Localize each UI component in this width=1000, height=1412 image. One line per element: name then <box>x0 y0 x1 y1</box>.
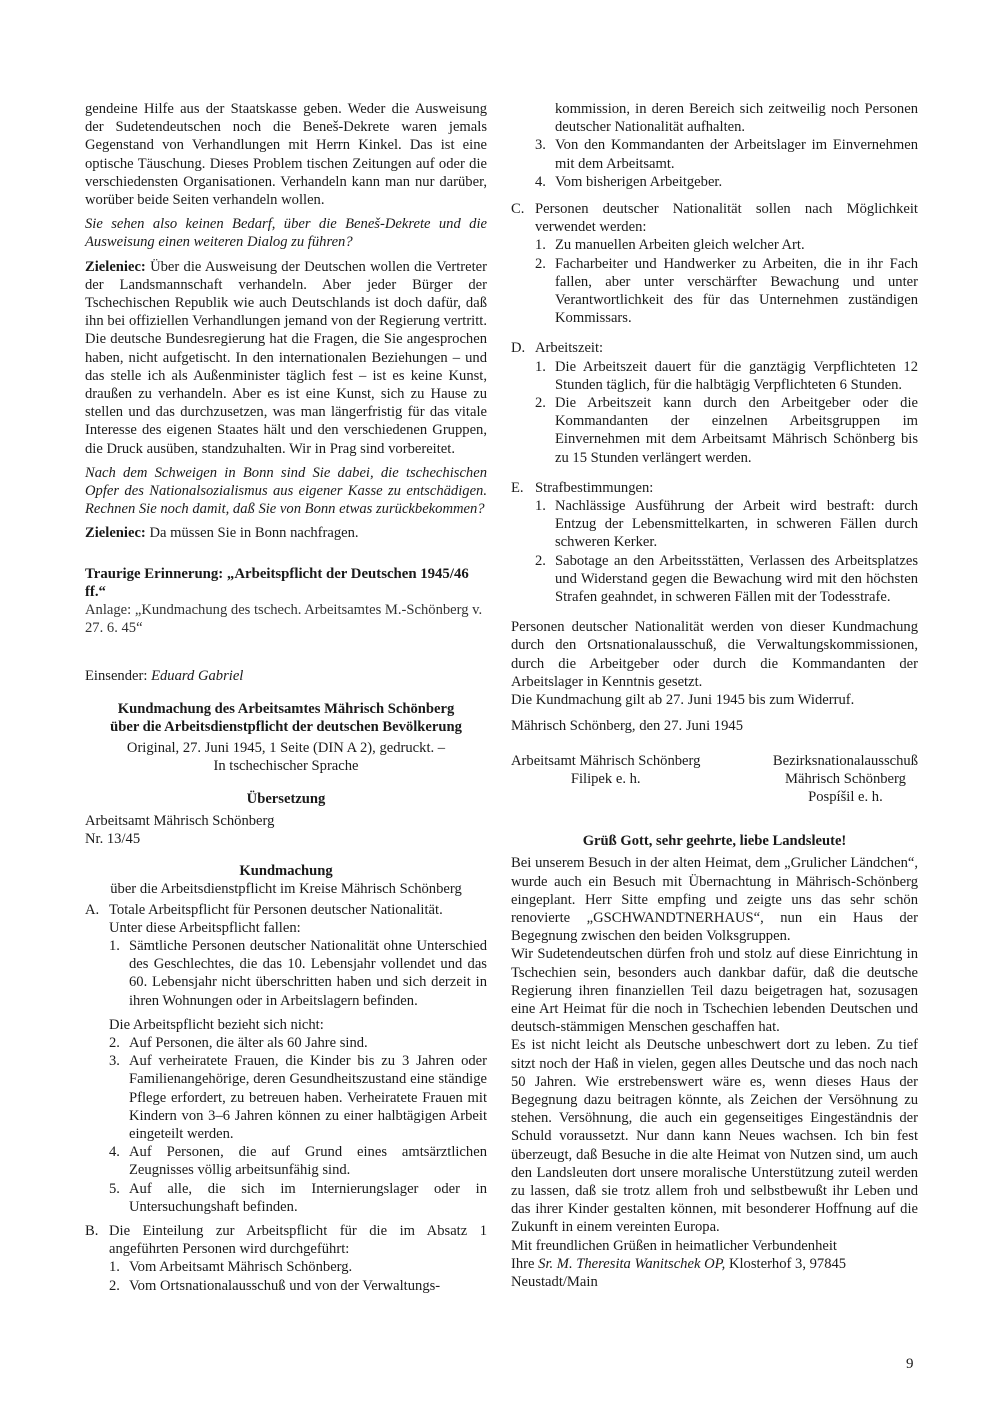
list-item: 1. Vom Arbeitsamt Mährisch Schönberg. <box>109 1259 353 1276</box>
notification-paragraph: Personen deutscher Nationalität werden von dieser Kundmachung durch den Ortsnationalausschuß, die Verwaltungskommissionen, durch die Arbeitgeber oder durch die Kommandanten der Arbeitslager in Kenntnis gesetzt. <box>511 619 918 690</box>
section-d <box>511 339 918 357</box>
section-b-continuation: kommission, in deren Bereich sich zeitweilig noch Personen deutscher Nationalität aufhalten. <box>555 101 918 136</box>
section-text: Die Einteilung zur Arbeitspflicht für die im Absatz 1 angeführten Personen wird durchgeführt: <box>109 1222 487 1258</box>
validity-paragraph: Die Kundmachung gilt ab 27. Juni 1945 bis zum Widerruf. <box>511 692 855 709</box>
signature-right: Bezirksnationalausschuß Mährisch Schönberg Pospíšil e. h. <box>772 752 918 805</box>
list-item: 2. Vom Ortsnationalausschuß und von der Verwaltungs- <box>109 1277 441 1294</box>
section-label: A. <box>85 901 100 918</box>
list-item: 3. Von den Kommandanten der Arbeitslager im Einvernehmen mit dem Arbeitsamt. <box>535 137 918 172</box>
section-label: B. <box>85 1222 99 1239</box>
document-title-line-2: über die Arbeitsdienstpflicht der deutschen Bevölkerung <box>110 718 462 735</box>
section-text: Arbeitszeit: <box>535 340 604 357</box>
answer-text: Über die Ausweisung der Deutschen wollen die Vertreter der Landsmannschaft verhandeln. Aber jeder Bürger der Tschechischen Republik wie auch Deutschlands ist doch dafür, daß ihn bei offiziellen Verhandlungen jemand von der Regierung vertritt. Die deutsche Bundesregierung hat die Fragen, die Sie angesprochen haben, nicht aufgetischt. In den internationalen Beziehungen – und das stelle ich als Außenminister täglich fest – ist es keine Kunst, draußen zu verhandeln. Aber es ist eine Kunst, sich zu Hause zu stellen und das durchzusetzen, was man längerfristig für das vitale Interesse des eigenen Staates hält und den verschiedenen Gruppen, die Druck ausüben, standzuhalten. Wir in Prag sind vorbereitet. <box>85 258 487 457</box>
place-date: Mährisch Schönberg, den 27. Juni 1945 <box>511 718 743 735</box>
speaker-label: Zieleniec: <box>85 525 146 542</box>
section-text: Totale Arbeitspflicht für Personen deutscher Nationalität. <box>109 901 443 918</box>
kundmachung-subtitle: über die Arbeitsdienstpflicht im Kreise Mährisch Schönberg <box>110 881 462 898</box>
section-c <box>511 200 918 236</box>
list-item: 1. Sämtliche Personen deutscher Nationalität ohne Unterschied des Geschlechtes, die das 10. Lebensjahr vollendet und das 60. Lebensjahr nicht überschritten haben und sich derzeit in ihren Wohnungen oder in Arbeitslagern befinden. <box>109 937 487 1009</box>
list-item: 4. Auf Personen, die auf Grund eines amtsärztlichen Zeugnisses völlig arbeitsunfähig sind. <box>109 1144 487 1179</box>
list-item: 3. Auf verheiratete Frauen, die Kinder bis zu 3 Jahren oder Familienangehörige, deren Gesundheitszustand eine ständige Pflege erfordert, zu betreuen haben. Verheiratete Frauen mit Kindern von 3–6 Jahren können zu einer halbtägigen Arbeit eingeteilt werden. <box>109 1053 487 1142</box>
section-heading: Traurige Erinnerung: „Arbeitspflicht der Deutschen 1945/46 ff.“ <box>85 565 469 600</box>
original-note-line-2: In tschechischer Sprache <box>213 758 359 775</box>
list-item: 2. Sabotage an den Arbeitsstätten, Verlassen des Arbeitsplatzes und Widerstand gegen die Bewachung wird mit den höchsten Strafen geahndet, in schweren Fällen mit der Todesstrafe. <box>535 552 918 606</box>
office-number: Nr. 13/45 <box>85 830 141 847</box>
page-number: 9 <box>906 1356 914 1372</box>
interview-answer-1 <box>85 258 487 458</box>
list-item: 4. Vom bisherigen Arbeitgeber. <box>535 173 723 190</box>
section-label: E. <box>511 479 524 496</box>
section-a-intro: Unter diese Arbeitspflicht fallen: <box>109 919 301 936</box>
letter-paragraph: Wir Sudetendeutschen dürfen froh und stolz auf diese Einrichtung in Tschechien sein, besonders auch dankbar dafür, daß die deutsche Regierung ihren finanziellen Teil dazu beigetragen hat, sozusagen eine Art Heimat für die noch in Tschechien lebenden Deutschen und deutsch-stämmigen Menschen geschaffen hat. <box>511 946 918 1036</box>
list-item: 2. Auf Personen, die älter als 60 Jahre sind. <box>109 1034 368 1051</box>
section-text: Personen deutscher Nationalität sollen nach Möglichkeit verwendet werden: <box>535 201 918 236</box>
letter-paragraph: Es ist nicht leicht als Deutsche unbeschwert dort zu leben. Zu tief sitzt noch der Haß in vielen, gegen alles Deutsche und das noch nach 50 Jahren. Wie erstrebenswert wäre es, wenn dieses Haus der Begegnung dazu beitragen könnte, als Zeichen der Versöhnung zu stehen. Versöhnung, die auch ein gegenseitiges Eingeständnis der Schuld voraussetzt. Nur dann kann Neues wachsen. Ich bin fest überzeugt, daß Besuche in die alte Heimat von Nutzen sind, um auch den Landsleuten dort unsere moralische Unterstützung zuteil werden zu lassen, daß sie trotz allem froh und selbstbewußt ihr Leben und das ihrer Kinder gestalten können, mit besonderer Hoffnung auf die Zukunft in einem vereinten Europa. <box>511 1037 918 1236</box>
signer-name: Sr. M. Theresita Wanitschek OP, <box>538 1255 726 1272</box>
kundmachung-title: Kundmachung <box>239 863 333 880</box>
signatures <box>511 752 918 807</box>
section-a-exceptions: Die Arbeitspflicht bezieht sich nicht: <box>109 1016 324 1033</box>
interview-question-1: Sie sehen also keinen Bedarf, über die Beneš-Dekrete und die Ausweisung einen weiteren Dialog zu führen? <box>85 216 487 251</box>
list-item: 2. Die Arbeitszeit kann durch den Arbeitgeber oder die Kommandanten der einzelnen Arbeitsgruppen im Einvernehmen mit dem Arbeitsamt Mährisch Schönberg bis zu 15 Stunden verlängert werden. <box>535 395 918 466</box>
letter-signature: Ihre Sr. M. Theresita Wanitschek OP, Klosterhof 3, 97845 Neustadt/Main <box>511 1255 847 1290</box>
letter-closing: Mit freundlichen Grüßen in heimatlicher Verbundenheit <box>511 1237 837 1254</box>
einsender-name: Eduard Gabriel <box>151 668 244 685</box>
office-name: Arbeitsamt Mährisch Schönberg <box>85 812 275 829</box>
section-b <box>85 1222 487 1258</box>
list-item: 2. Facharbeiter und Handwerker zu Arbeiten, die in ihr Fach fallen, aber unter verschärfter Bewachung und unter Verantwortlichkeit des für das Unternehmen zuständigen Kommissars. <box>535 255 918 327</box>
translation-heading: Übersetzung <box>246 790 326 807</box>
section-e <box>511 479 918 497</box>
anlage-note: Anlage: „Kundmachung des tschech. Arbeitsamtes M.-Schönberg v. 27. 6. 45“ <box>85 602 483 637</box>
document-title-line-1: Kundmachung des Arbeitsamtes Mährisch Schönberg <box>117 700 455 717</box>
answer-text: Da müssen Sie in Bonn nachfragen. <box>145 525 359 542</box>
list-item: 1. Zu manuellen Arbeiten gleich welcher Art. <box>535 237 805 254</box>
letter-heading: Grüß Gott, sehr geehrte, liebe Landsleute! <box>582 833 847 850</box>
section-a <box>85 901 487 919</box>
section-label: C. <box>511 201 525 218</box>
right-column <box>511 100 918 1291</box>
interview-answer-2 <box>85 524 487 542</box>
einsender-line <box>85 667 487 685</box>
signer-address: Klosterhof 3, 97845 Neustadt/Main <box>511 1255 847 1290</box>
list-item: 1. Nachlässige Ausführung der Arbeit wird bestraft: durch Entzug der Lebensmittelkarten, in schweren Fällen durch schweren Kerker. <box>535 498 918 551</box>
speaker-label: Zieleniec: <box>85 258 146 275</box>
list-item: 5. Auf alle, die sich im Internierungslager oder in Untersuchungshaft befinden. <box>109 1180 487 1215</box>
left-column <box>85 100 487 1295</box>
section-text: Strafbestimmungen: <box>535 479 654 496</box>
interview-question-2: Nach dem Schweigen in Bonn sind Sie dabei, die tschechischen Opfer des Nationalsozialismus aus eigener Kasse zu entschädigen. Rechnen Sie noch damit, daß Sie von Bonn etwas zurückbekommen? <box>85 464 487 518</box>
paragraph-intro: gendeine Hilfe aus der Staatskasse geben. Weder die Ausweisung der Sudetendeutschen noch die Beneš-Dekrete waren jemals Gegenstand von Verhandlungen mit Herrn Kinkel. Das ist eine optische Täuschung. Dieses Problem tischen Zeitungen auf oder die verschiedensten Organisationen. Verhandeln kann man nur darüber, worüber beide Seiten verhandeln wollen. <box>85 101 487 209</box>
einsender-label: Einsender: <box>85 668 152 685</box>
signature-left: Arbeitsamt Mährisch Schönberg Filipek e. h. <box>511 752 701 787</box>
original-note-line-1: Original, 27. Juni 1945, 1 Seite (DIN A 2), gedruckt. – <box>126 740 446 757</box>
section-label: D. <box>511 340 526 357</box>
letter-paragraph: Bei unserem Besuch in der alten Heimat, dem „Grulicher Ländchen“, wurde auch ein Besuch mit Übernachtung in Mährisch-Schönberg eingeplant. Herr Sitte empfing und zeigte uns das sehr schön renovierte „GSCHWANDTNERHAUS“, nun ein Haus der Begegnung zwischen den beiden Volksgruppen. <box>511 855 918 945</box>
list-item: 1. Die Arbeitszeit dauert für die ganztägig Verpflichteten 12 Stunden täglich, für die halbtägig Verpflichteten 6 Stunden. <box>535 358 918 393</box>
